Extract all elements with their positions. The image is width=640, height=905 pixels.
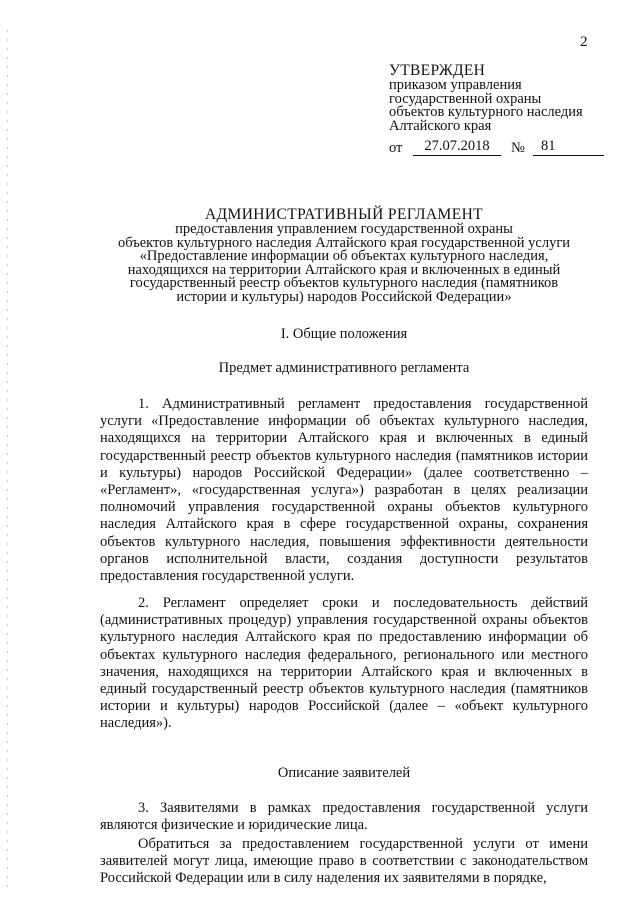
approval-line: государственной охраны — [389, 90, 542, 107]
subsection-heading-applicants: Описание заявителей — [277, 765, 411, 781]
regulation-header-line: находящихся на территории Алтайского края и включенных в единый — [127, 261, 561, 278]
approval-title: УТВЕРЖДЕН — [389, 62, 486, 79]
document-title: АДМИНИСТРАТИВНЫЙ РЕГЛАМЕНТ — [204, 206, 484, 223]
regulation-header-line: истории и культуры) народов Российской Федерации» — [176, 288, 512, 305]
order-number: 81 — [533, 140, 604, 156]
from-label: от — [389, 140, 403, 157]
order-line — [389, 140, 604, 156]
number-label: № — [511, 140, 525, 157]
regulation-header-line: государственный реестр объектов культурного наследия (памятников — [129, 275, 559, 292]
regulation-header-line: «Предоставление информации об объектах культурного наследия, — [139, 248, 549, 265]
section-title: I. Общие положения — [280, 326, 408, 342]
paragraph-1: 1. Административный регламент предоставления государственной услуги «Предоставление информации об объектах культурного наследия, находящихся на территории Алтайского края и включенных в единый государственный реестр объектов культурного наследия (памятников истории и культуры) народов Российской Федерации» (далее соответственно – «Регламент», «государственная услуга») разработан в целях реализации полномочий управления государственной охраны объектов культурного наследия Алтайского края в сфере государственной охраны, сохранения объектов культурного наследия, повышения эффективности деятельности органов исполнительной власти, создания доступности результатов предоставления государственной услуги. — [100, 396, 588, 585]
regulation-header — [100, 207, 588, 305]
paragraph-3: 3. Заявителями в рамках предоставления государственной услуги являются физические и юридические лица. — [100, 800, 588, 834]
regulation-header-line: объектов культурного наследия Алтайского края государственной услуги — [117, 234, 571, 251]
paragraph-4: Обратиться за предоставлением государственной услуги от имени заявителей могут лица, имеющие право в соответствии с законодательством Российской Федерации или в силу наделения их заявителями в порядке, — [100, 836, 588, 887]
approval-line: приказом управления — [389, 77, 522, 93]
regulation-header-line: предоставления управлением государственной охраны — [175, 221, 513, 237]
approval-line: Алтайского края — [389, 117, 492, 134]
subsection-heading-subject: Предмет административного регламента — [218, 360, 470, 376]
order-date: 27.07.2018 — [413, 140, 501, 156]
approval-stamp — [389, 63, 604, 156]
scan-margin-dots — [7, 30, 8, 890]
paragraph-2: 2. Регламент определяет сроки и последовательность действий (административных процедур) управления государственной охраны объектов культурного наследия Алтайского края по предоставлению информации об объектах культурного наследия федерального, регионального или местного значения, находящихся на территории Алтайского края и включенных в единый государственный реестр объектов культурного наследия (памятников истории и культуры) народов Российской (далее – «объект культурного наследия»). — [100, 595, 588, 732]
approval-line: объектов культурного наследия — [389, 104, 583, 121]
page-number: 2 — [580, 34, 588, 50]
